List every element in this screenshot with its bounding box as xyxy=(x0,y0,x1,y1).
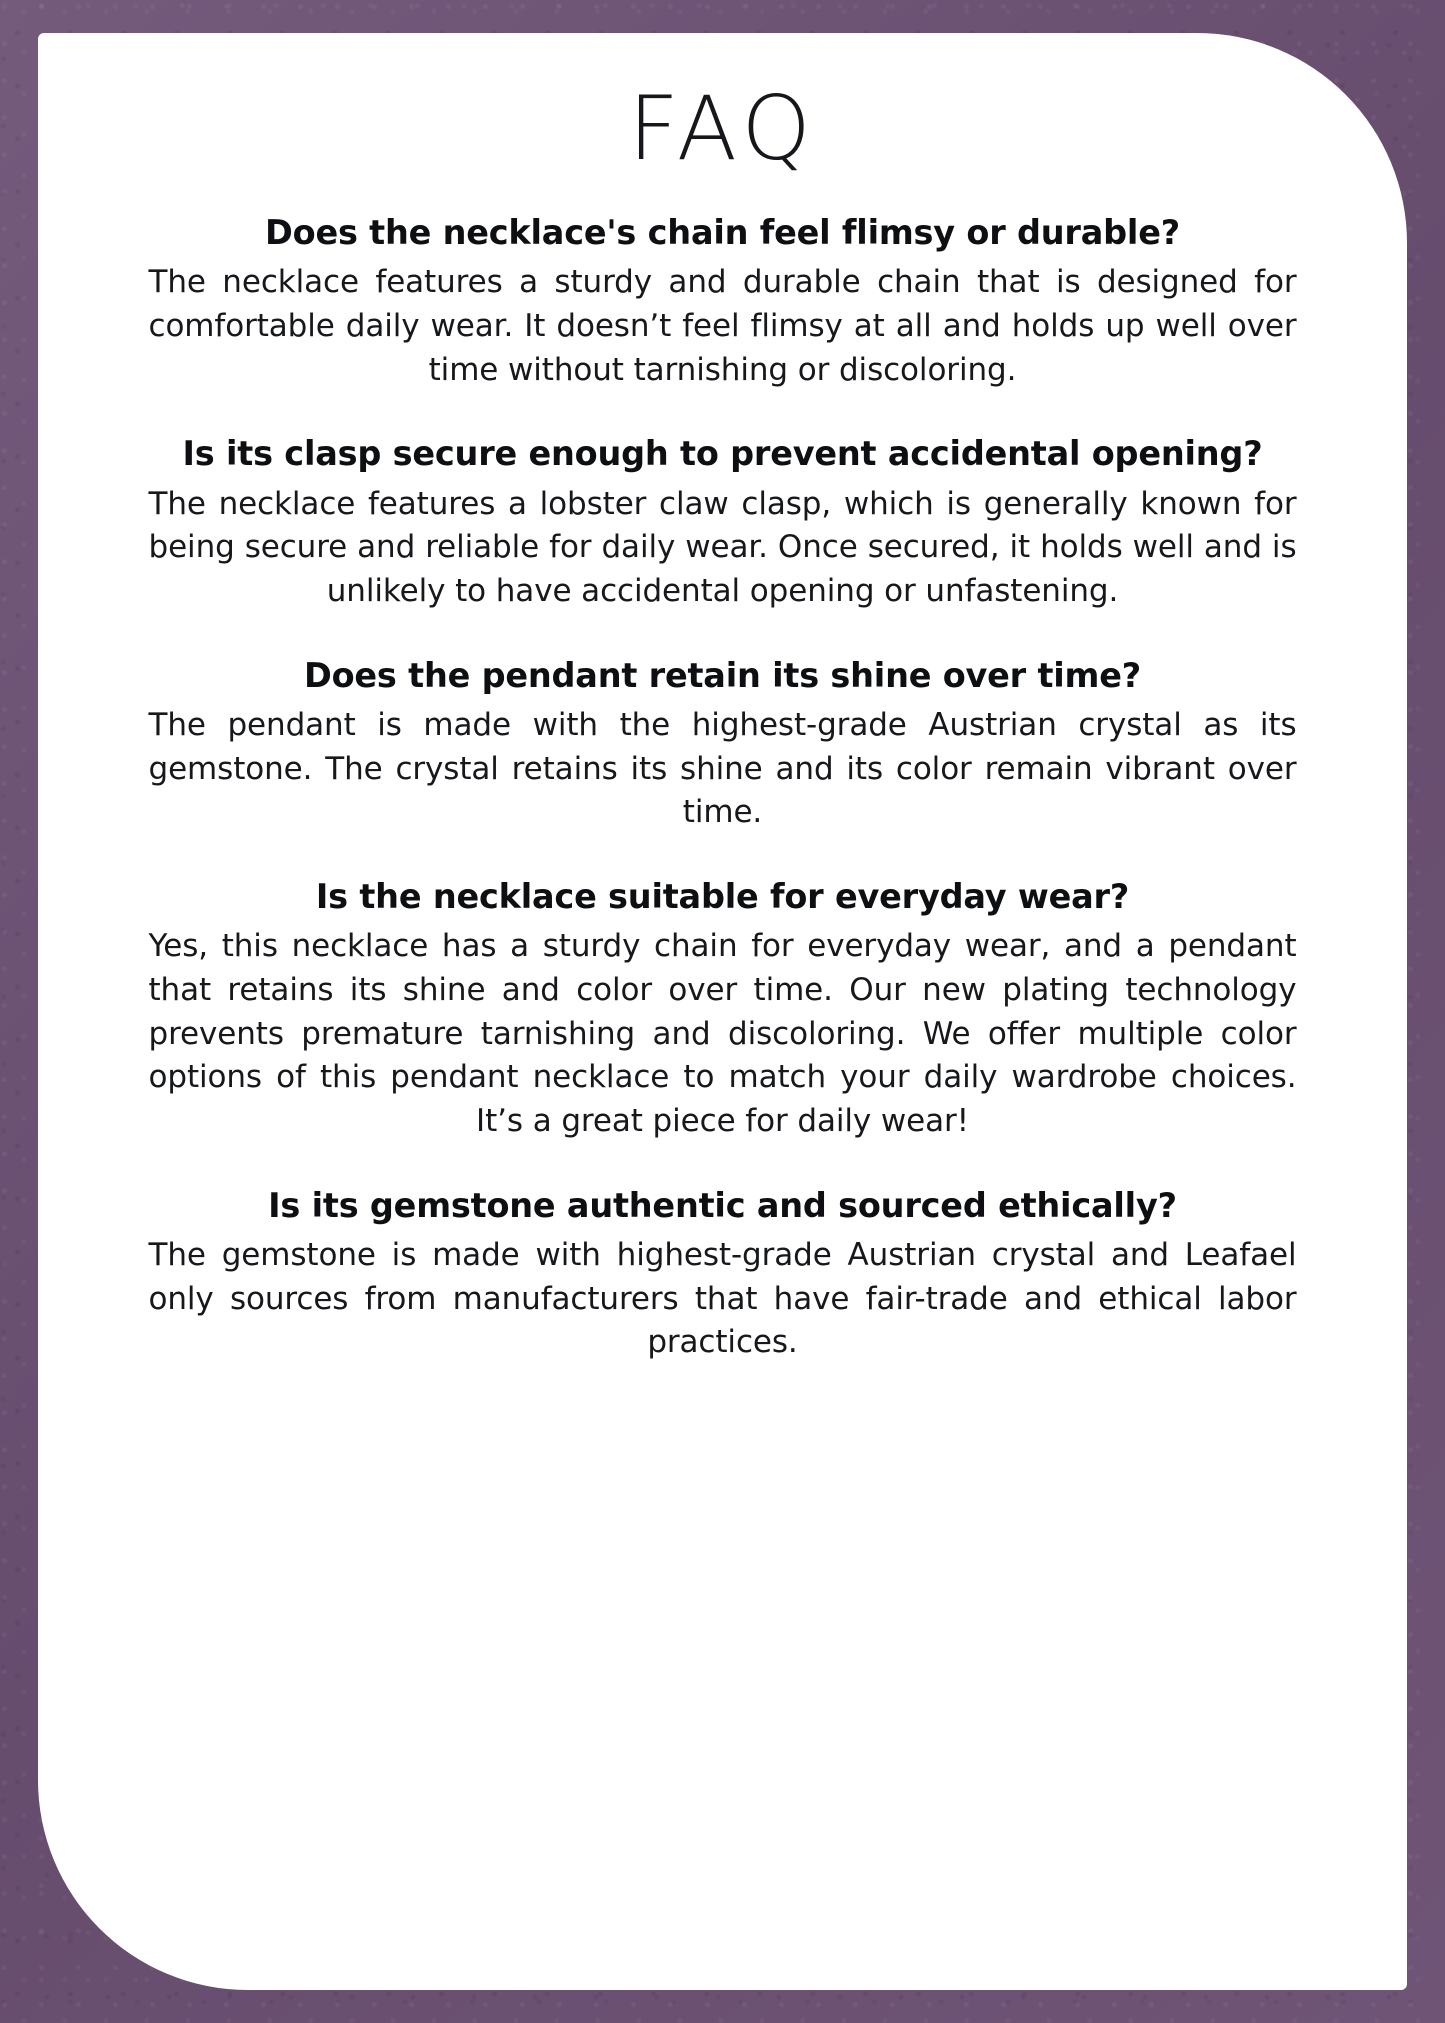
faq-answer: The necklace features a sturdy and durable chain that is designed for comfortable daily wear. It doesn’t feel flimsy at all and holds up well over time without tarnishing or discoloring. xyxy=(148,264,1297,388)
faq-question: Is the necklace suitable for everyday wear? xyxy=(315,876,1130,916)
faq-question: Does the necklace's chain feel flimsy or durable? xyxy=(265,213,1180,252)
faq-item xyxy=(149,1184,1297,1365)
faq-list xyxy=(149,173,1297,1365)
faq-answer: Yes, this necklace has a sturdy chain for everyday wear, and a pendant that retains its shine and color over time. Our new plating technology prevents premature tarnishing and discoloring. We offer multiple color options of this pendant necklace to match your daily wardrobe choices. It’s a great piece for daily wear! xyxy=(148,928,1297,1140)
faq-item xyxy=(149,432,1297,613)
faq-question: Is its gemstone authentic and sourced ethically? xyxy=(268,1185,1177,1225)
faq-question: Is its clasp secure enough to prevent accidental opening? xyxy=(182,434,1263,474)
faq-answer: The pendant is made with the highest-grade Austrian crystal as its gemstone. The crystal retains its shine and its color remain vibrant over time. xyxy=(148,706,1297,831)
faq-item xyxy=(149,211,1297,392)
faq-card xyxy=(38,33,1407,1990)
faq-answer: The gemstone is made with highest-grade Austrian crystal and Leafael only sources from manufacturers that have fair-trade and ethical labor practices. xyxy=(148,1236,1297,1361)
faq-answer: The necklace features a lobster claw clasp, which is generally known for being secure and reliable for daily wear. Once secured, it holds well and is unlikely to have accidental opening or unfastening. xyxy=(148,485,1297,609)
faq-question: Does the pendant retain its shine over time? xyxy=(303,655,1142,695)
page-title: FAQ xyxy=(628,77,817,180)
faq-item xyxy=(149,875,1297,1144)
faq-item xyxy=(149,654,1297,835)
